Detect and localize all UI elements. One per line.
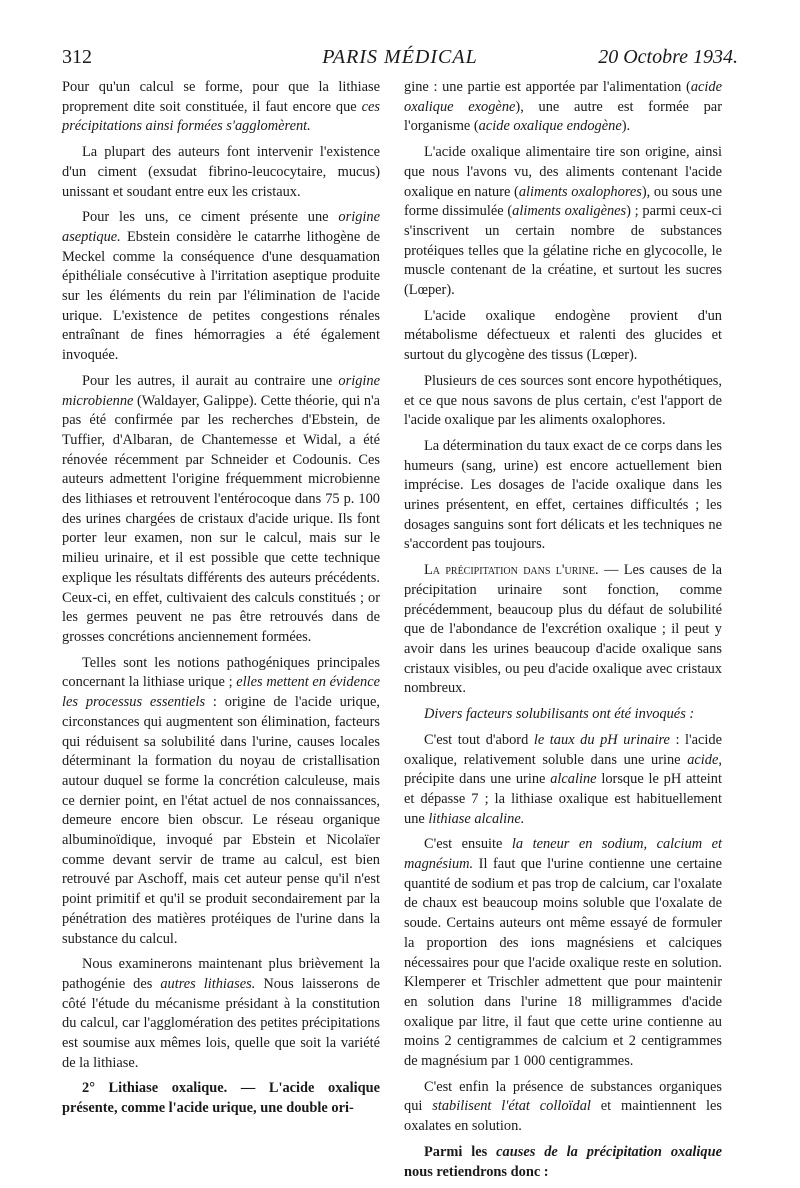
emphasis: la teneur en sodium, calcium et magnésium. — [404, 836, 722, 873]
paragraph: Plusieurs de ces sources sont encore hypothétiques, et ce que nous savons de plus certain, c'est l'apport de l'acide oxalique par les aliments oxalophores. — [404, 372, 722, 429]
text: Ebstein considère le catarrhe lithogène de Meckel comme la conséquence d'une desquamation épithéliale consécutive à l'irritation aseptique produite sur les éléments du rein par l'élimination de l'acide urique. L'existence de petites congestions rénales entraînant de fines hémorragies a été également invoquée. — [62, 228, 380, 364]
text: — Les causes de la précipitation urinaire sont fonction, comme précédemment, beaucoup plus du défaut de solubilité que de l'abondance de l'excrétion oxalique ; il peut y avoir dans les urines beaucoup d'acide oxalique sans cristaux visibles, ou peu d'acide oxalique avec cristaux nombreux. — [404, 562, 723, 697]
paragraph — [62, 78, 380, 137]
text: ). — [621, 118, 631, 135]
emphasis: lithiase alcaline. — [428, 810, 525, 827]
emphasis: elles mettent en évidence les processus essentiels — [62, 674, 380, 711]
text: (Waldayer, Galippe). Cette théorie, qui n'a pas été confirmée par les recherches d'Ebstein, de Tuffier, d'Albaran, de Chantemesse et Widal, a été rénovée récemment par Schneider et Codounis. Ces auteurs admettent l'origine fréquemment microbienne des lithiases et retrouvent l'entérocoque dans 75 p. 100 des urines chargées de cristaux d'acide urique. Ils font porter leur examen, non sur le calcul, mais sur le milieu urinaire, et il est possible que cette technique explique les résultats différents des auteurs précédents. Ceux-ci, en effet, cultivaient des calculs constitués ; or les germes peuvent ne pas être retrouvés dans de grosses concrétions anciennement formées. — [62, 392, 381, 645]
paragraph — [62, 654, 380, 950]
paragraph — [404, 1143, 722, 1182]
paragraph — [404, 705, 722, 725]
emphasis: acide — [687, 751, 719, 768]
page-number: 312 — [62, 46, 92, 68]
paragraph — [404, 835, 722, 1071]
page-header — [62, 46, 738, 76]
paragraph: La plupart des auteurs font intervenir l'existence d'un ciment (exsudat fibrino-leucocytaire, mucus) unissant et soudant entre eux les cristaux. — [62, 144, 380, 200]
emphasis: autres lithiases. — [160, 975, 256, 992]
emphasis: aliments oxaligènes — [512, 203, 627, 220]
emphasis: le taux du pH urinaire — [533, 731, 670, 748]
emphasis: aliments oxalophores — [518, 183, 642, 200]
text: gine : une partie est apportée par l'alimentation ( — [404, 79, 691, 95]
emphasis: origine aseptique. — [62, 209, 380, 245]
paragraph: L'acide oxalique endogène provient d'un métabolisme défectueux et ralenti des glucides et surtout du glycogène des tissus (Lœper). — [404, 307, 722, 364]
text: C'est enfin la présence de substances organiques qui — [404, 1078, 722, 1115]
paragraph — [404, 731, 722, 830]
issue-date: 20 Octobre 1934. — [598, 46, 738, 68]
text: ), ou sous une forme dissimulée ( — [404, 183, 722, 220]
paragraph — [62, 208, 380, 366]
emphasis: ces précipitations ainsi formées s'agglomèrent. — [62, 98, 380, 135]
paragraph — [404, 78, 722, 137]
section-heading-paragraph: 2° Lithiase oxalique. — L'acide oxalique présente, comme l'acide urique, une double ori- — [62, 1080, 380, 1117]
text: et maintiennent les oxalates en solution. — [404, 1098, 722, 1135]
emphasis: alcaline — [550, 771, 597, 788]
text: , précipite dans une urine — [404, 751, 722, 788]
text: Parmi les — [424, 1143, 497, 1160]
emphasis: acide oxalique exogène — [404, 79, 722, 115]
text: Il faut que l'urine contienne une certaine quantité de sodium et pas trop de calcium, car l'oxalate de chaux est beaucoup moins soluble que l'oxalate de soude. Certains auteurs ont même essayé de formuler la proportion des ions magnésiens et calciques nécessaires pour que l'acide oxalique reste en solution. Klemperer et Trischler admettent que pour maintenir en solution dans l'urine 18 milligrammes d'acide oxalique par litre, il faut que cette urine contienne au moins 2 centigrammes de calcium et 2 centigrammes de magnésium par 1 000 centigrammes. — [404, 856, 722, 1070]
text: Pour qu'un calcul se forme, pour que la lithiase proprement dite soit constituée, il faut encore que — [62, 79, 380, 115]
right-column — [404, 78, 722, 1188]
text: Nous examinerons maintenant plus brièvement la pathogénie des — [62, 956, 380, 992]
paragraph — [62, 955, 380, 1073]
emphasis: stabilisent l'état colloïdal — [432, 1098, 591, 1115]
emphasis: origine microbienne — [62, 372, 380, 409]
text: C'est tout d'abord — [424, 731, 534, 748]
text: Pour les uns, ce ciment présente une — [82, 209, 339, 226]
text: lorsque le pH atteint et dépasse 7 ; la lithiase oxalique est habituellement une — [404, 771, 722, 827]
text: Telles sont les notions pathogéniques principales concernant la lithiase urique ; — [62, 654, 380, 691]
text: : origine de l'acide urique, circonstances qui augmentent son élimination, facteurs qui réduisent sa solubilité dans l'urine, causes locales déterminant la formation du noyau de cristallisation autour duquel se forme la concrétion calculeuse, mais ce dernier point, en l'état actuel de nos connaissances, demeure encore bien obscur. Le réseau organique albuminoïdique, invoqué par Ebstein et Nicolaïer comme devant servir de trame au calcul, est bien retrouvé par Aschoff, mais cet auteur pense qu'il n'est point primitif et qu'il se produit secondairement par la pénétration des matières protéiques de l'urine dans la substance du calcul. — [62, 694, 380, 947]
emphasis: causes de la précipitation oxalique — [496, 1143, 722, 1160]
paragraph — [404, 1078, 722, 1137]
text: Pour les autres, il aurait au contraire une — [82, 372, 339, 389]
text: C'est ensuite — [424, 836, 512, 853]
paragraph — [404, 561, 722, 699]
emphasis: Divers facteurs solubilisants ont été invoqués : — [424, 706, 695, 723]
text: Nous laisserons de côté l'étude du mécanisme présidant à la constitution du calcul, car l'agglomération des petites précipitations est soumise aux mêmes lois, quelle que soit la variété de la lithiase. — [62, 975, 381, 1071]
emphasis: acide oxalique endogène — [478, 118, 622, 135]
paragraph: La détermination du taux exact de ce corps dans les humeurs (sang, urine) est encore actuellement bien imprécise. Les dosages de l'acide oxalique dans les urines présentent, en effet, certaines difficultés ; les dosages sanguins sont fort délicats et les techniques ne s'accordent pas toujours. — [404, 437, 722, 553]
journal-title: PARIS MÉDICAL — [322, 46, 478, 68]
paragraph — [404, 143, 722, 301]
text: L'acide oxalique alimentaire tire son origine, ainsi que nous l'avons vu, des aliments contenant l'acide oxalique en nature ( — [404, 144, 722, 200]
text: nous retiendrons donc : — [404, 1163, 549, 1180]
paragraph — [62, 372, 380, 648]
small-caps-heading: La précipitation dans l'urine. — [424, 562, 599, 579]
text: : l'acide oxalique, relativement soluble dans une urine — [404, 731, 722, 768]
left-column — [62, 78, 380, 1125]
text: ), une autre est formée par l'organisme ( — [404, 98, 722, 135]
text: ) ; parmi ceux-ci s'inscrivent un certain nombre de substances protéiques telles que la gélatine riche en glycocolle, le muscle contenant de la créatine, et surtout les sucres (Lœper). — [404, 203, 723, 299]
